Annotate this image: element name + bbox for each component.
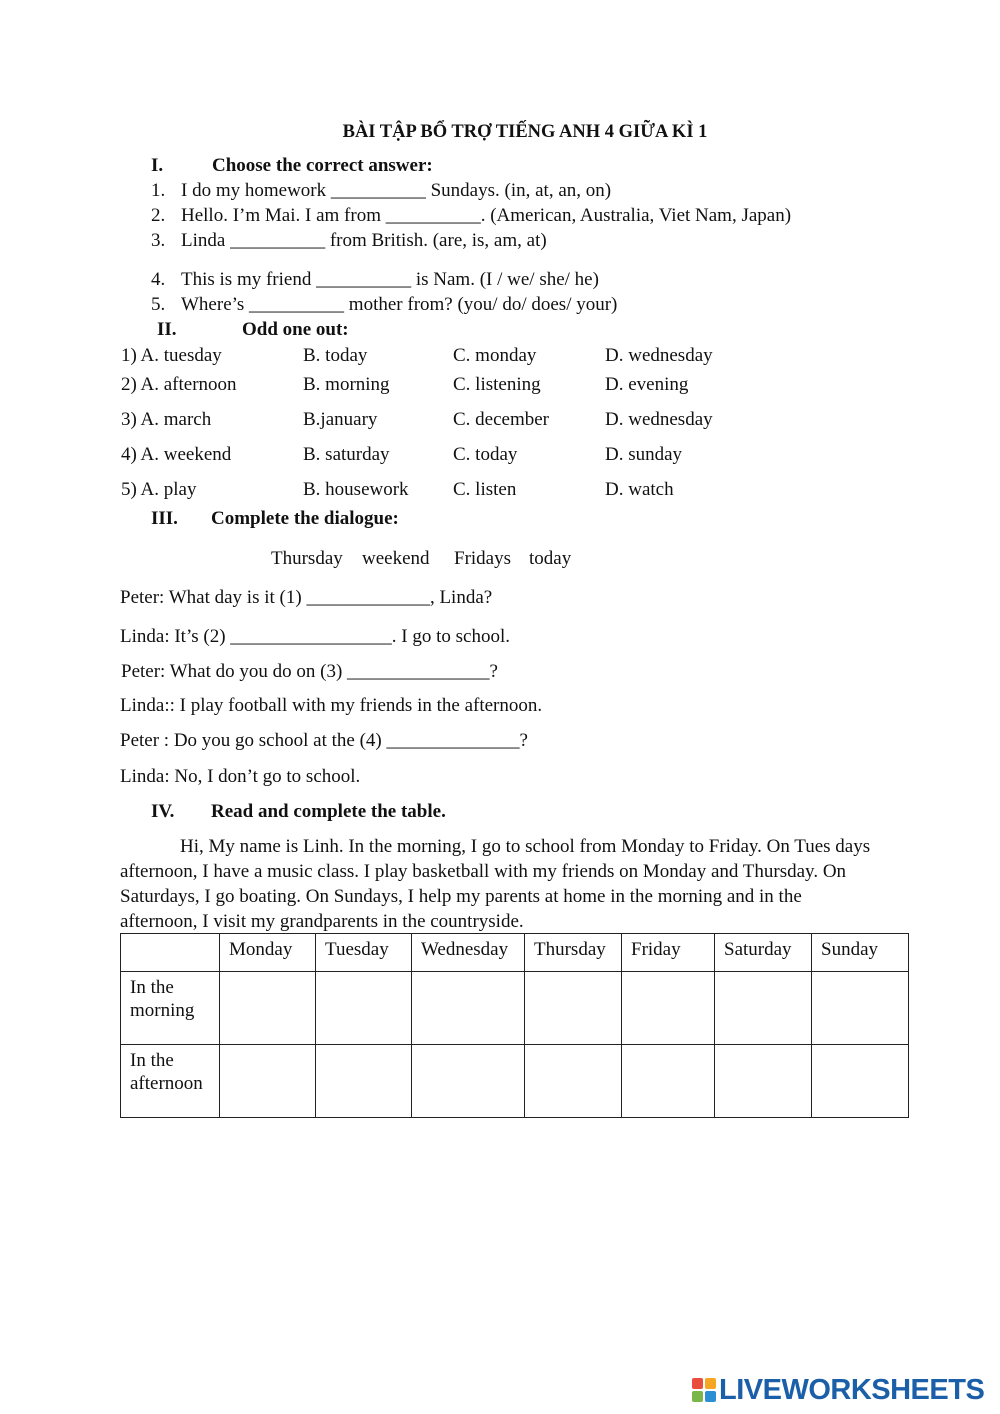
odd-row-1-option-b: B. today	[303, 345, 368, 366]
column-header-monday: Monday	[220, 934, 316, 972]
column-header-saturday: Saturday	[715, 934, 812, 972]
odd-row-2-option-a: 2) A. afternoon	[121, 374, 237, 395]
answer-cell[interactable]	[316, 1045, 412, 1118]
odd-row-2-option-c: C. listening	[453, 374, 541, 395]
odd-row-3-option-b: B.january	[303, 409, 378, 430]
odd-row-4-option-d: D. sunday	[605, 444, 683, 465]
dialogue-line-2: Linda: It’s (2) _________________. I go to school.	[120, 626, 510, 647]
reading-paragraph: Hi, My name is Linh. In the morning, I go to school from Monday to Friday. On Tues days afternoon, I have a music class. I play basketball with my friends on Monday and Thursday. On Saturdays, I go boating. On Sundays, I help my parents at home in the morning and in the afternoon, I visit my grandparents in the countryside.	[120, 836, 871, 932]
question-1-text: I do my homework __________ Sundays. (in, at, an, on)	[181, 180, 612, 201]
row-label-morning: In the morning	[121, 972, 220, 1045]
section-3-number: III.	[151, 508, 178, 529]
column-header-sunday: Sunday	[812, 934, 909, 972]
odd-row-3-option-a: 3) A. march	[121, 409, 212, 430]
answer-cell[interactable]	[525, 972, 622, 1045]
odd-row-4-option-a: 4) A. weekend	[121, 444, 232, 465]
odd-row-2-option-b: B. morning	[303, 374, 390, 395]
dialogue-line-5: Peter : Do you go school at the (4) ______________?	[120, 730, 528, 751]
answer-cell[interactable]	[812, 972, 909, 1045]
odd-row-3-option-c: C. december	[453, 409, 550, 430]
page-title: BÀI TẬP BỔ TRỢ TIẾNG ANH 4 GIỮA KÌ 1	[342, 122, 708, 142]
odd-row-4-option-b: B. saturday	[303, 444, 390, 465]
column-header-thursday: Thursday	[525, 934, 622, 972]
section-4-heading: Read and complete the table.	[211, 801, 446, 822]
word-bank-word: Thursday	[271, 548, 343, 569]
answer-cell[interactable]	[412, 1045, 525, 1118]
question-3-number: 3.	[151, 230, 166, 251]
answer-cell[interactable]	[220, 972, 316, 1045]
word-bank-word: Fridays	[454, 548, 511, 569]
answer-cell[interactable]	[715, 1045, 812, 1118]
dialogue-line-4: Linda:: I play football with my friends in the afternoon.	[120, 695, 543, 716]
dialogue-line-6: Linda: No, I don’t go to school.	[120, 766, 361, 787]
question-4-number: 4.	[151, 269, 166, 290]
liveworksheets-logo-icon	[692, 1378, 716, 1402]
section-1-number: I.	[151, 155, 164, 176]
answer-cell[interactable]	[622, 1045, 715, 1118]
answer-cell[interactable]	[220, 1045, 316, 1118]
column-header-wednesday: Wednesday	[412, 934, 525, 972]
odd-row-1-option-a: 1) A. tuesday	[121, 345, 222, 366]
odd-row-2-option-d: D. evening	[605, 374, 689, 395]
odd-row-3-option-d: D. wednesday	[605, 409, 713, 430]
odd-row-5-option-c: C. listen	[453, 479, 517, 500]
dialogue-line-3: Peter: What do you do on (3) _______________?	[121, 661, 498, 682]
question-2-number: 2.	[151, 205, 166, 226]
answer-cell[interactable]	[525, 1045, 622, 1118]
question-2-text: Hello. I’m Mai. I am from __________. (American, Australia, Viet Nam, Japan)	[181, 205, 792, 226]
logo-text: LIVEWORKSHEETS	[719, 1373, 985, 1406]
question-4-text: This is my friend __________ is Nam. (I / we/ she/ he)	[181, 269, 599, 290]
odd-row-5-option-b: B. housework	[303, 479, 409, 500]
schedule-table	[120, 933, 909, 1118]
word-bank-word: weekend	[362, 548, 430, 569]
answer-cell[interactable]	[622, 972, 715, 1045]
odd-row-1-option-d: D. wednesday	[605, 345, 713, 366]
section-2-number: II.	[157, 319, 177, 340]
word-bank-word: today	[529, 548, 572, 569]
question-5-text: Where’s __________ mother from? (you/ do/ does/ your)	[181, 294, 618, 315]
table-corner-cell	[121, 934, 220, 972]
liveworksheets-logo	[692, 1375, 984, 1405]
column-header-tuesday: Tuesday	[316, 934, 412, 972]
dialogue-line-1: Peter: What day is it (1) _____________, Linda?	[120, 587, 493, 608]
section-4-number: IV.	[151, 801, 175, 822]
column-header-friday: Friday	[622, 934, 715, 972]
table-row	[121, 1045, 909, 1118]
answer-cell[interactable]	[715, 972, 812, 1045]
answer-cell[interactable]	[812, 1045, 909, 1118]
table-header-row	[121, 934, 909, 972]
odd-row-1-option-c: C. monday	[453, 345, 537, 366]
section-3-heading: Complete the dialogue:	[211, 508, 399, 529]
section-1-heading: Choose the correct answer:	[212, 155, 433, 176]
row-label-afternoon: In the afternoon	[121, 1045, 220, 1118]
odd-row-4-option-c: C. today	[453, 444, 518, 465]
section-2-heading: Odd one out:	[242, 319, 349, 340]
table-row	[121, 972, 909, 1045]
question-1-number: 1.	[151, 180, 166, 201]
odd-row-5-option-a: 5) A. play	[121, 479, 197, 500]
question-3-text: Linda __________ from British. (are, is, am, at)	[181, 230, 547, 251]
answer-cell[interactable]	[412, 972, 525, 1045]
question-5-number: 5.	[151, 294, 166, 315]
odd-row-5-option-d: D. watch	[605, 479, 674, 500]
answer-cell[interactable]	[316, 972, 412, 1045]
